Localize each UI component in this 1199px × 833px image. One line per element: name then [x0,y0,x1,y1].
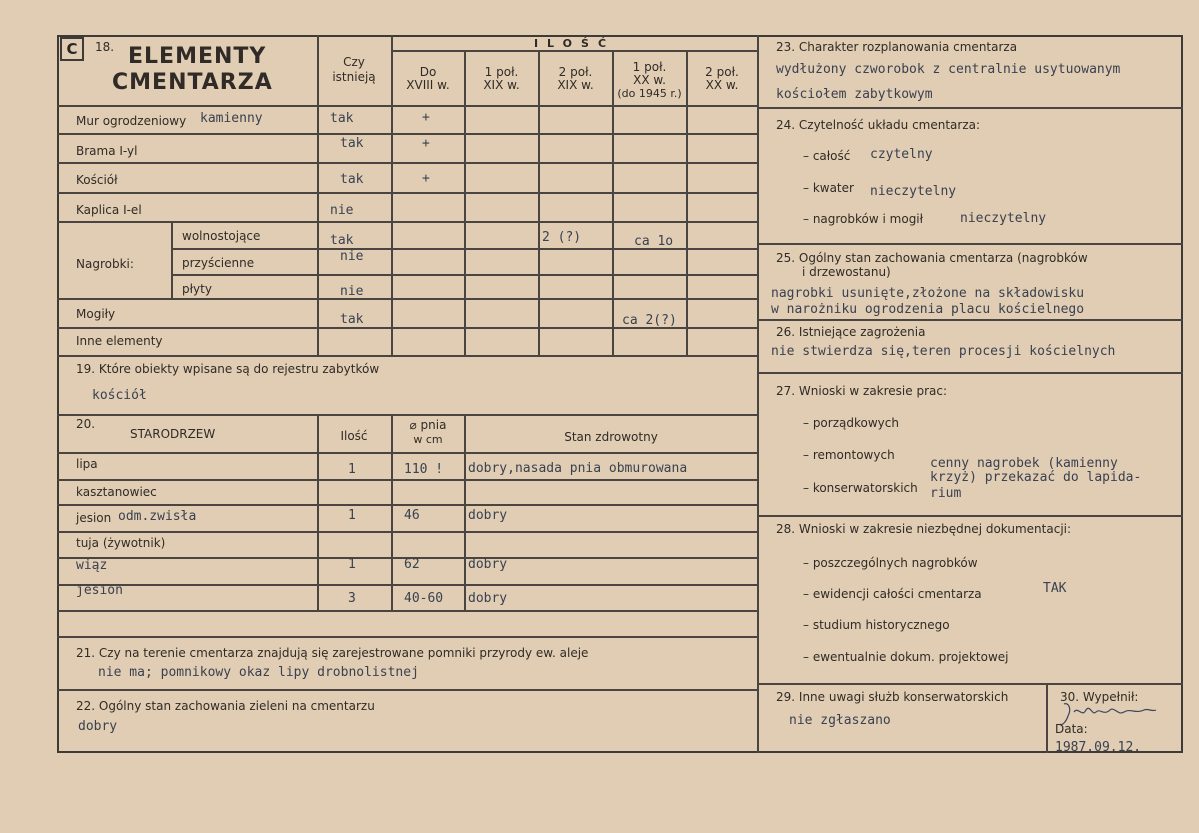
row-mogily-label: Mogiły [76,307,116,321]
tree-5-qty: 1 [348,557,356,572]
tree-1-name: lipa [76,457,98,471]
s21-label: 21. Czy na terenie cmentarza znajdują się zarejestrowane pomniki przyrody ew. aleje [76,646,589,660]
row-plyty-czy: nie [340,284,364,299]
s27-item-konserwatorskich: – konserwatorskich [803,481,918,495]
s19-value: kościół [92,388,147,403]
period-do18-l2: XVIII w. [406,78,450,92]
tree-3-name: jesion [76,511,112,525]
section-18-title-line2: CMENTARZA [112,70,273,95]
period-1p20-l2: XX w. [633,73,666,87]
period-1p19-l2: XIX w. [483,78,520,92]
tree-3-stan: dobry [468,508,508,523]
card-letter-box: C [60,37,84,61]
s29-label: 29. Inne uwagi służb konserwatorskich [776,690,1009,704]
s23-label: 23. Charakter rozplanowania cmentarza [776,40,1018,54]
row-brama-czy: tak [340,136,364,151]
nagrobki-label: Nagrobki: [76,257,134,271]
s23-value-line1: wydłużony czworobok z centralnie usytuowanym [776,62,1121,77]
s19-label: 19. Które obiekty wpisane są do rejestru zabytków [76,362,380,376]
row-brama-label: Brama I-yl [76,144,138,158]
row-mur-label: Mur ogrodzeniowy [76,114,187,128]
section-18-number: 18. [95,40,115,54]
row-mogily-1p20: ca 2(?) [622,313,677,328]
s22-value: dobry [78,719,118,734]
row-plyty-label: płyty [182,282,212,296]
section-18-title-line1: ELEMENTY [128,44,267,69]
period-1p20-l3: (do 1945 r.) [617,87,682,100]
tree-6-name: jesion [76,583,123,598]
period-do18-l1: Do [419,65,437,79]
row-wolnostojace-label: wolnostojące [182,229,261,243]
col-czy-line1: Czy [343,55,365,69]
s24-item-calosc: – całość [803,149,851,163]
s28-value: TAK [1043,581,1067,596]
s27-label: 27. Wnioski w zakresie prac: [776,384,948,398]
s21-value: nie ma; pomnikowy okaz lipy drobnolistnej [98,665,419,680]
s27-value-line1: cenny nagrobek (kamienny [930,456,1118,471]
s26-value: nie stwierdza się,teren procesji kościelnych [771,344,1116,359]
row-kaplica-czy: nie [330,203,354,218]
tree-5-dia: 62 [404,557,420,572]
s20-number: 20. [76,417,96,431]
s25-value-line2: w narożniku ogrodzenia placu kościelnego [771,302,1085,317]
tree-6-qty: 3 [348,591,356,606]
tree-5-name: wiąz [76,558,108,573]
s27-item-remontowych: – remontowych [803,448,895,462]
row-mur-typed: kamienny [200,111,263,126]
s20-col-pnia-l1: ⌀ pnia [409,418,447,432]
s28-item-nagrobkow: – poszczególnych nagrobków [803,556,978,570]
row-mur-do18: + [422,110,430,125]
s24-value-calosc: czytelny [870,147,933,162]
s25-label-line2: i drzewostanu) [802,265,891,279]
s20-col-pnia-l2: w cm [413,433,443,446]
s28-label: 28. Wnioski w zakresie niezbędnej dokumentacji: [776,522,1072,536]
s24-item-nagrobkow: – nagrobków i mogił [803,212,924,226]
row-mur-czy: tak [330,111,354,126]
row-kosciol-czy: tak [340,172,364,187]
s24-item-kwater: – kwater [803,181,854,195]
tree-3-typed: odm.zwisła [118,509,197,524]
row-przyscienne-label: przyścienne [182,256,255,270]
tree-4-name: tuja (żywotnik) [76,536,166,550]
period-2p19-l1: 2 poł. [558,65,593,79]
row-kosciol-do18: + [422,171,430,186]
tree-5-stan: dobry [468,557,508,572]
tree-2-name: kasztanowiec [76,485,157,499]
period-2p20-l1: 2 poł. [705,65,739,79]
row-przyscienne-czy: nie [340,249,364,264]
period-2p19-l2: XIX w. [557,78,594,92]
s24-value-nagrobkow: nieczytelny [960,211,1047,226]
row-wolnostojace-2p19: 2 (?) [542,230,582,245]
s20-col-stan: Stan zdrowotny [564,430,658,444]
s20-title: STARODRZEW [130,427,216,441]
period-2p20-l2: XX w. [705,78,739,92]
s26-label: 26. Istniejące zagrożenia [776,325,926,339]
s27-item-porzadkowych: – porządkowych [803,416,899,430]
s27-value-line3: rium [930,486,962,501]
tree-1-dia: 110 ! [404,462,444,477]
s29-value: nie zgłaszano [789,713,891,728]
s20-col-ilosc: Ilość [340,429,368,443]
tree-1-stan: dobry,nasada pnia obmurowana [468,461,688,476]
row-inne-label: Inne elementy [76,334,163,348]
col-ilosc-header: ILOŚĆ [533,37,616,50]
row-wolnostojace-1p20: ca 1o [634,234,674,249]
s25-label-line1: 25. Ogólny stan zachowania cmentarza (nagrobków [776,251,1088,265]
s22-label: 22. Ogólny stan zachowania zieleni na cmentarzu [76,699,375,713]
period-1p19-l1: 1 poł. [484,65,519,79]
s30-data-label: Data: [1055,722,1088,736]
s24-value-kwater: nieczytelny [870,184,957,199]
row-kosciol-label: Kościół [76,173,118,187]
tree-3-dia: 46 [404,508,420,523]
s25-value-line1: nagrobki usunięte,złożone na składowisku [771,286,1085,301]
s27-value-line2: krzyż) przekazać do lapida- [930,470,1142,485]
s24-label: 24. Czytelność układu cmentarza: [776,118,981,132]
row-wolnostojace-czy: tak [330,233,354,248]
s30-label: 30. Wypełnił: [1060,690,1139,704]
tree-6-stan: dobry [468,591,508,606]
col-czy-line2: istnieją [332,70,376,84]
s30-date: 1987.09.12. [1055,740,1142,755]
row-kaplica-label: Kaplica I-el [76,203,142,217]
tree-3-qty: 1 [348,508,356,523]
period-1p20-l1: 1 poł. [632,60,667,74]
s28-item-studium: – studium historycznego [803,618,950,632]
s28-item-ewidencji: – ewidencji całości cmentarza [803,587,982,601]
row-brama-do18: + [422,136,430,151]
row-mogily-czy: tak [340,312,364,327]
s28-item-projektowej: – ewentualnie dokum. projektowej [803,650,1009,664]
s23-value-line2: kościołem zabytkowym [776,87,933,102]
tree-1-qty: 1 [348,462,356,477]
tree-6-dia: 40-60 [404,591,444,606]
